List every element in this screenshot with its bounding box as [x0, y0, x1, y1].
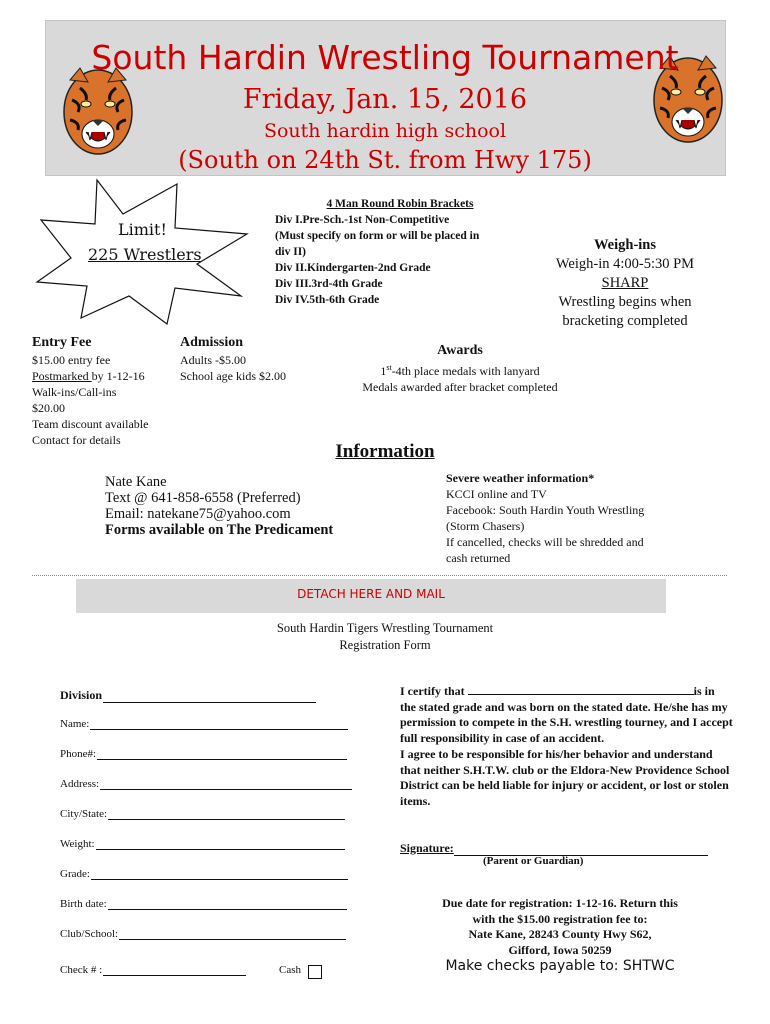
event-venue: South hardin high school: [263, 120, 507, 142]
entry-fee-line: $20.00: [32, 401, 65, 415]
division-line[interactable]: [103, 691, 316, 703]
club-school-line[interactable]: [119, 928, 346, 940]
contact-email: Email: natekane75@yahoo.com: [105, 506, 291, 522]
weather-line: KCCI online and TV: [446, 487, 547, 501]
awards-text: -4th place medals with lanyard: [391, 364, 540, 378]
bracket-line: Div I.Pre-Sch.-1st Non-Competitive: [275, 214, 450, 226]
wrestler-name-line[interactable]: [468, 684, 694, 695]
club-school-label: Club/School:: [60, 928, 119, 940]
brackets-heading: 4 Man Round Robin Brackets: [326, 198, 474, 210]
name-line[interactable]: [90, 718, 348, 730]
form-title-line: Registration Form: [339, 638, 431, 652]
awards-line: [330, 360, 590, 379]
signature-field[interactable]: [400, 841, 708, 856]
address-label: Address:: [60, 778, 100, 790]
contact-phone: Text @ 641-858-6558 (Preferred): [105, 490, 301, 506]
signature-label: Signature:: [400, 841, 454, 855]
entry-fee-info: [32, 334, 182, 448]
weigh-ins-note: bracketing completed: [562, 313, 688, 329]
admission-heading: Admission: [180, 335, 244, 350]
contact-name: Nate Kane: [105, 474, 167, 490]
admission-line: School age kids $2.00: [180, 369, 286, 383]
weigh-ins-time: Weigh-in 4:00-5:30 PM: [555, 256, 695, 272]
check-number-label: Check # :: [60, 964, 103, 976]
due-line: Due date for registration: 1-12-16. Return this: [442, 896, 678, 910]
cash-checkbox[interactable]: [308, 965, 322, 979]
entry-fee-line: Team discount available: [32, 417, 149, 431]
bracket-line: Div IV.5th-6th Grade: [275, 294, 380, 306]
brackets-info: [275, 196, 525, 308]
weigh-ins-info: [530, 236, 720, 331]
grade-line[interactable]: [91, 868, 348, 880]
entry-fee-line: $15.00 entry fee: [32, 353, 111, 367]
information-heading: Information: [335, 441, 435, 462]
bracket-line: (Must specify on form or will be placed in: [275, 230, 480, 242]
cash-field[interactable]: [279, 964, 301, 976]
due-line: Gifford, Iowa 50259: [508, 942, 612, 957]
entry-fee-line: [32, 368, 182, 384]
forms-availability: Forms available on The Predicament: [105, 522, 334, 538]
certify-suffix: is in: [693, 684, 715, 698]
awards-info: [330, 342, 590, 395]
weather-line: cash returned: [446, 551, 511, 565]
check-number-line[interactable]: [103, 964, 246, 976]
entry-fee-line: Contact for details: [32, 433, 121, 447]
weigh-ins-sharp: SHARP: [601, 275, 649, 291]
club-school-field[interactable]: [60, 928, 346, 940]
postmarked-word: Postmarked: [32, 369, 92, 383]
awards-heading: Awards: [437, 343, 483, 358]
division-label: Division: [60, 688, 103, 702]
signature-sublabel: (Parent or Guardian): [483, 855, 584, 867]
birth-date-field[interactable]: [60, 898, 347, 910]
weather-heading: Severe weather information*: [446, 471, 595, 485]
due-line: Nate Kane, 28243 County Hwy S62,: [468, 927, 652, 941]
contact-info: [105, 474, 405, 538]
weigh-ins-heading: Weigh-ins: [593, 237, 657, 253]
weight-field[interactable]: [60, 838, 345, 850]
admission-line: Adults -$5.00: [180, 353, 246, 367]
name-field[interactable]: [60, 718, 348, 730]
check-number-field[interactable]: [60, 964, 246, 976]
event-date: Friday, Jan. 15, 2016: [242, 84, 528, 115]
certify-prefix: I certify that: [400, 684, 468, 698]
weather-info: [446, 470, 746, 566]
birth-date-line[interactable]: [108, 898, 347, 910]
entry-fee-line: Walk-ins/Call-ins: [32, 385, 117, 399]
bracket-line: div II): [275, 246, 306, 258]
certify-liability: I agree to be responsible for his/her behavior and understand that neither S.H.T.W. club or the Eldora-New Providence School District can be held liable for injury or accident, or lost or stolen items.: [400, 746, 730, 808]
city-state-label: City/State:: [60, 808, 108, 820]
certify-line: [400, 684, 735, 700]
limit-label: Limit!: [118, 220, 167, 239]
division-field[interactable]: [60, 688, 316, 703]
entry-fee-heading: Entry Fee: [32, 335, 92, 350]
cash-label: Cash: [279, 964, 301, 976]
page-title: South Hardin Wrestling Tournament: [91, 38, 679, 77]
due-date-info: [400, 896, 720, 958]
weight-label: Weight:: [60, 838, 95, 850]
bracket-line: Div II.Kindergarten-2nd Grade: [275, 262, 431, 274]
grade-label: Grade:: [60, 868, 90, 880]
weight-line[interactable]: [96, 838, 345, 850]
phone-label: Phone#:: [60, 748, 97, 760]
birth-date-label: Birth date:: [60, 898, 107, 910]
weather-line: If cancelled, checks will be shredded and: [446, 535, 644, 549]
grade-field[interactable]: [60, 868, 348, 880]
address-field[interactable]: [60, 778, 352, 790]
awards-place: 1: [380, 364, 387, 378]
due-line: with the $15.00 registration fee to:: [472, 911, 648, 926]
address-line[interactable]: [100, 778, 352, 790]
registration-form-title: [0, 620, 770, 654]
city-state-field[interactable]: [60, 808, 345, 820]
phone-line[interactable]: [97, 748, 347, 760]
venue-directions: (South on 24th St. from Hwy 175): [178, 146, 592, 174]
limit-count: 225 Wrestlers: [88, 245, 202, 264]
city-state-line[interactable]: [108, 808, 345, 820]
name-label: Name:: [60, 718, 90, 730]
phone-field[interactable]: [60, 748, 347, 760]
certify-body: the stated grade and was born on the stated date. He/she has my permission to compete in the S.H. wrestling tourney, and I accept full responsibility in case of an accident.: [400, 699, 733, 746]
awards-line: Medals awarded after bracket completed: [362, 380, 558, 394]
weather-line: Facebook: South Hardin Youth Wrestling: [446, 503, 645, 517]
certification-text: [400, 684, 735, 810]
weather-line: (Storm Chasers): [446, 519, 525, 533]
bracket-line: Div III.3rd-4th Grade: [275, 278, 383, 290]
postmarked-date: by 1-12-16: [91, 369, 145, 383]
payment-note: Make checks payable to: SHTWC: [445, 958, 675, 974]
awards-superscript: st: [386, 363, 392, 372]
detach-divider: [32, 575, 727, 576]
detach-label: DETACH HERE AND MAIL: [297, 587, 445, 601]
weigh-ins-note: Wrestling begins when: [558, 294, 692, 310]
admission-info: [180, 334, 320, 384]
form-title-line: South Hardin Tigers Wrestling Tournament: [276, 621, 494, 635]
